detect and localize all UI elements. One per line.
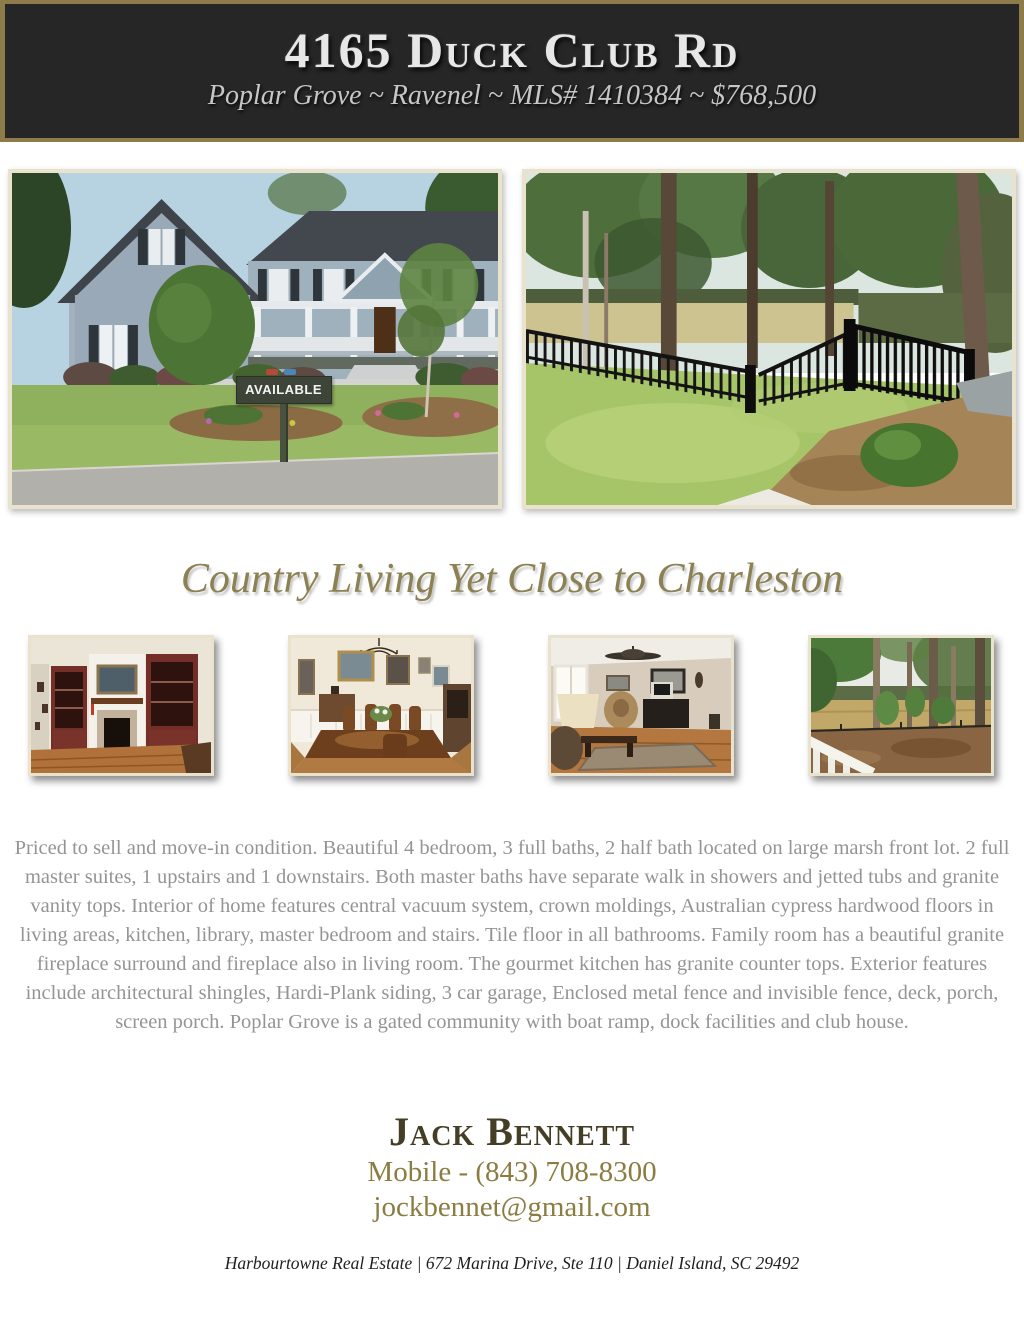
agent-email: jockbennet@gmail.com (373, 1191, 651, 1223)
brokerage-footer: Harbourtowne Real Estate | 672 Marina Drive, Ste 110 | Daniel Island, SC 29492 (224, 1253, 800, 1273)
dining-room-illustration (291, 638, 471, 773)
photo-house-front (8, 169, 502, 509)
red-flag (266, 369, 278, 375)
photo-marsh-view (808, 635, 994, 776)
property-description: Priced to sell and move-in condition. Beautiful 4 bedroom, 3 full baths, 2 half bath located on large marsh front lot. 2 full master suites, 1 upstairs and 1 downstairs. Both master baths have separate walk in showers and jetted tubs and granite vanity tops. Interior of home features central vacuum system, crown moldings, Australian cypress hardwood floors in living areas, kitchen, library, master bedroom and stairs. Tile floor in all bathrooms. Family room has a beautiful granite fireplace surround and fireplace also in living room. The gourmet kitchen has granite counter tops. Exterior features include architectural shingles, Hardi-Plank siding, 3 car garage, Enclosed metal fence and invisible fence, deck, porch, screen porch. Poplar Grove is a gated community with boat ramp, dock facilities and club house. (14, 837, 1010, 1033)
photo-dining-room (288, 635, 474, 776)
property-address-title: 4165 Duck Club Rd (284, 22, 740, 78)
agent-name: Jack Bennett (388, 1109, 636, 1154)
contact-block (0, 1109, 1024, 1225)
sign-post (280, 404, 288, 462)
agent-mobile-phone: Mobile - (843) 708-8300 (367, 1156, 657, 1188)
photo-living-room (548, 635, 734, 776)
photo-library-fireplace (28, 635, 214, 776)
available-sign-text: AVAILABLE (236, 376, 332, 404)
flyer-header (0, 0, 1024, 142)
blue-flag (284, 369, 296, 375)
property-subtitle: Poplar Grove ~ Ravenel ~ MLS# 1410384 ~ $768,500 (207, 80, 817, 111)
marsh-view-illustration (811, 638, 991, 773)
library-illustration (31, 638, 211, 773)
tagline-headline: Country Living Yet Close to Charleston (180, 556, 844, 602)
main-photo-row (0, 169, 1024, 509)
photo-fenced-yard (522, 169, 1016, 509)
fenced-yard-illustration (526, 173, 1012, 505)
thumbnail-photo-row (0, 635, 1024, 776)
available-sign (236, 369, 332, 462)
living-room-illustration (551, 638, 731, 773)
sign-flags (236, 369, 332, 376)
